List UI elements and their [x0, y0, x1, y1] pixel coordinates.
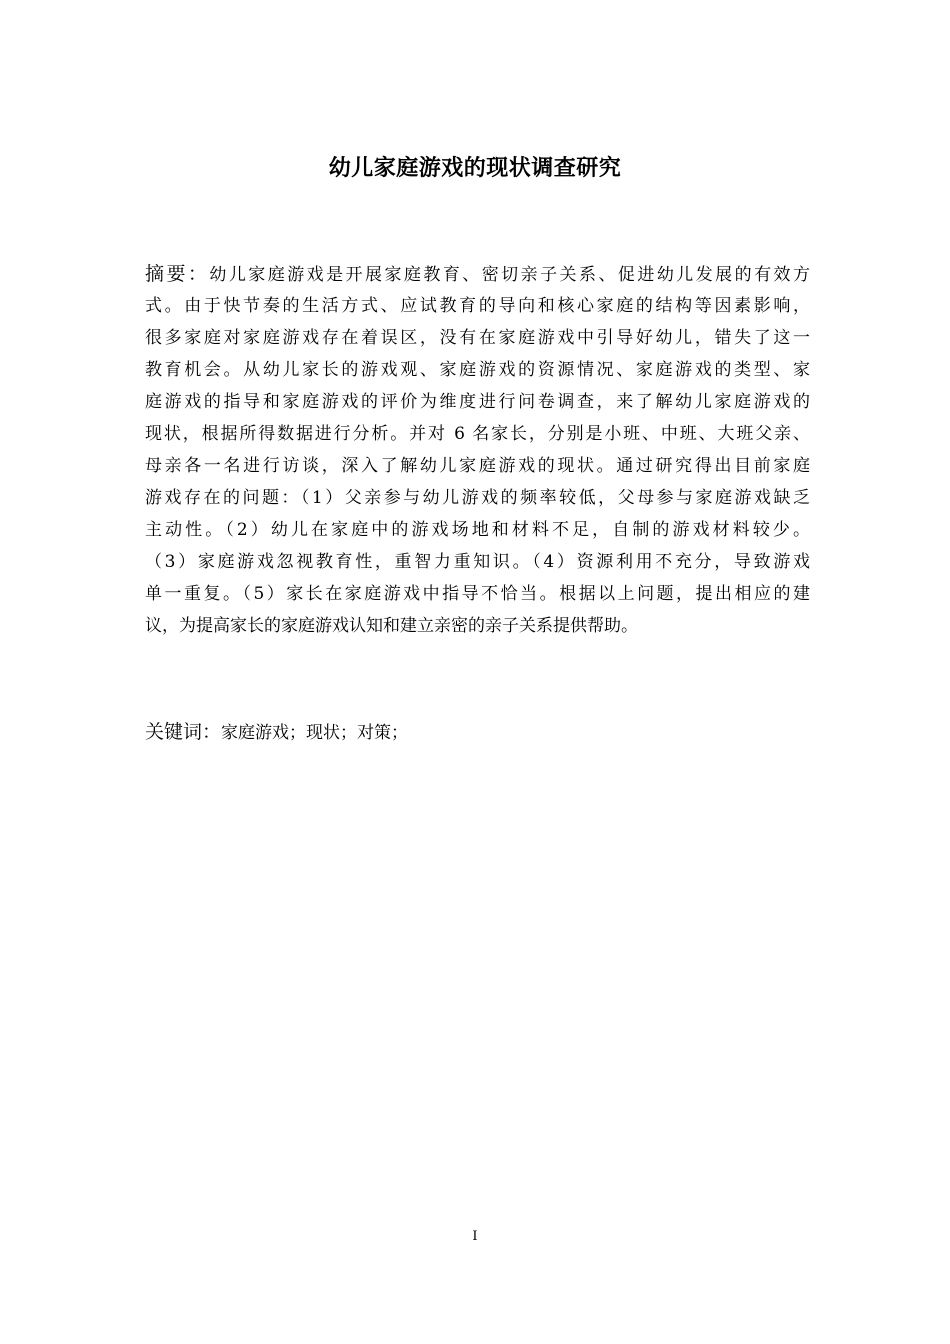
abstract-label: 摘要：: [145, 263, 210, 285]
document-title: 幼儿家庭游戏的现状调查研究: [328, 156, 622, 181]
keywords-section: [145, 716, 810, 749]
abstract-line-12: 议，为提高家长的家庭游戏认知和建立亲密的亲子关系提供帮助。: [145, 616, 638, 636]
abstract-line-4: 教育机会。从幼儿家长的游戏观、家庭游戏的资源情况、家庭游戏的类型、家: [145, 360, 810, 380]
abstract-line-2: 式。由于快节奏的生活方式、应试教育的导向和核心家庭的结构等因素影响，: [145, 296, 810, 316]
page-number: I: [472, 1229, 478, 1244]
abstract-line-8: 游戏存在的问题：（1）父亲参与幼儿游戏的频率较低，父母参与家庭游戏缺乏: [145, 488, 810, 508]
abstract-section: [145, 258, 810, 642]
abstract-line-6: 现状，根据所得数据进行分析。并对 6 名家长，分别是小班、中班、大班父亲、: [145, 424, 810, 444]
abstract-line-11: 单一重复。（5）家长在家庭游戏中指导不恰当。根据以上问题，提出相应的建: [145, 584, 810, 604]
abstract-line-5: 庭游戏的指导和家庭游戏的评价为维度进行问卷调查，来了解幼儿家庭游戏的: [145, 392, 810, 412]
keywords-text: 家庭游戏；现状；对策；: [221, 723, 409, 743]
abstract-line-1: [145, 258, 810, 290]
keywords-label: 关键词：: [145, 721, 222, 743]
abstract-line-9: 主动性。（2）幼儿在家庭中的游戏场地和材料不足，自制的游戏材料较少。: [145, 520, 810, 540]
abstract-line-7: 母亲各一名进行访谈，深入了解幼儿家庭游戏的现状。通过研究得出目前家庭: [145, 456, 810, 476]
abstract-text: 幼儿家庭游戏是开展家庭教育、密切亲子关系、促进幼儿发展的有效方: [209, 265, 810, 285]
abstract-line-10: （3）家庭游戏忽视教育性，重智力重知识。（4）资源利用不充分，导致游戏: [145, 552, 810, 572]
abstract-line-3: 很多家庭对家庭游戏存在着误区，没有在家庭游戏中引导好幼儿，错失了这一: [145, 328, 810, 348]
